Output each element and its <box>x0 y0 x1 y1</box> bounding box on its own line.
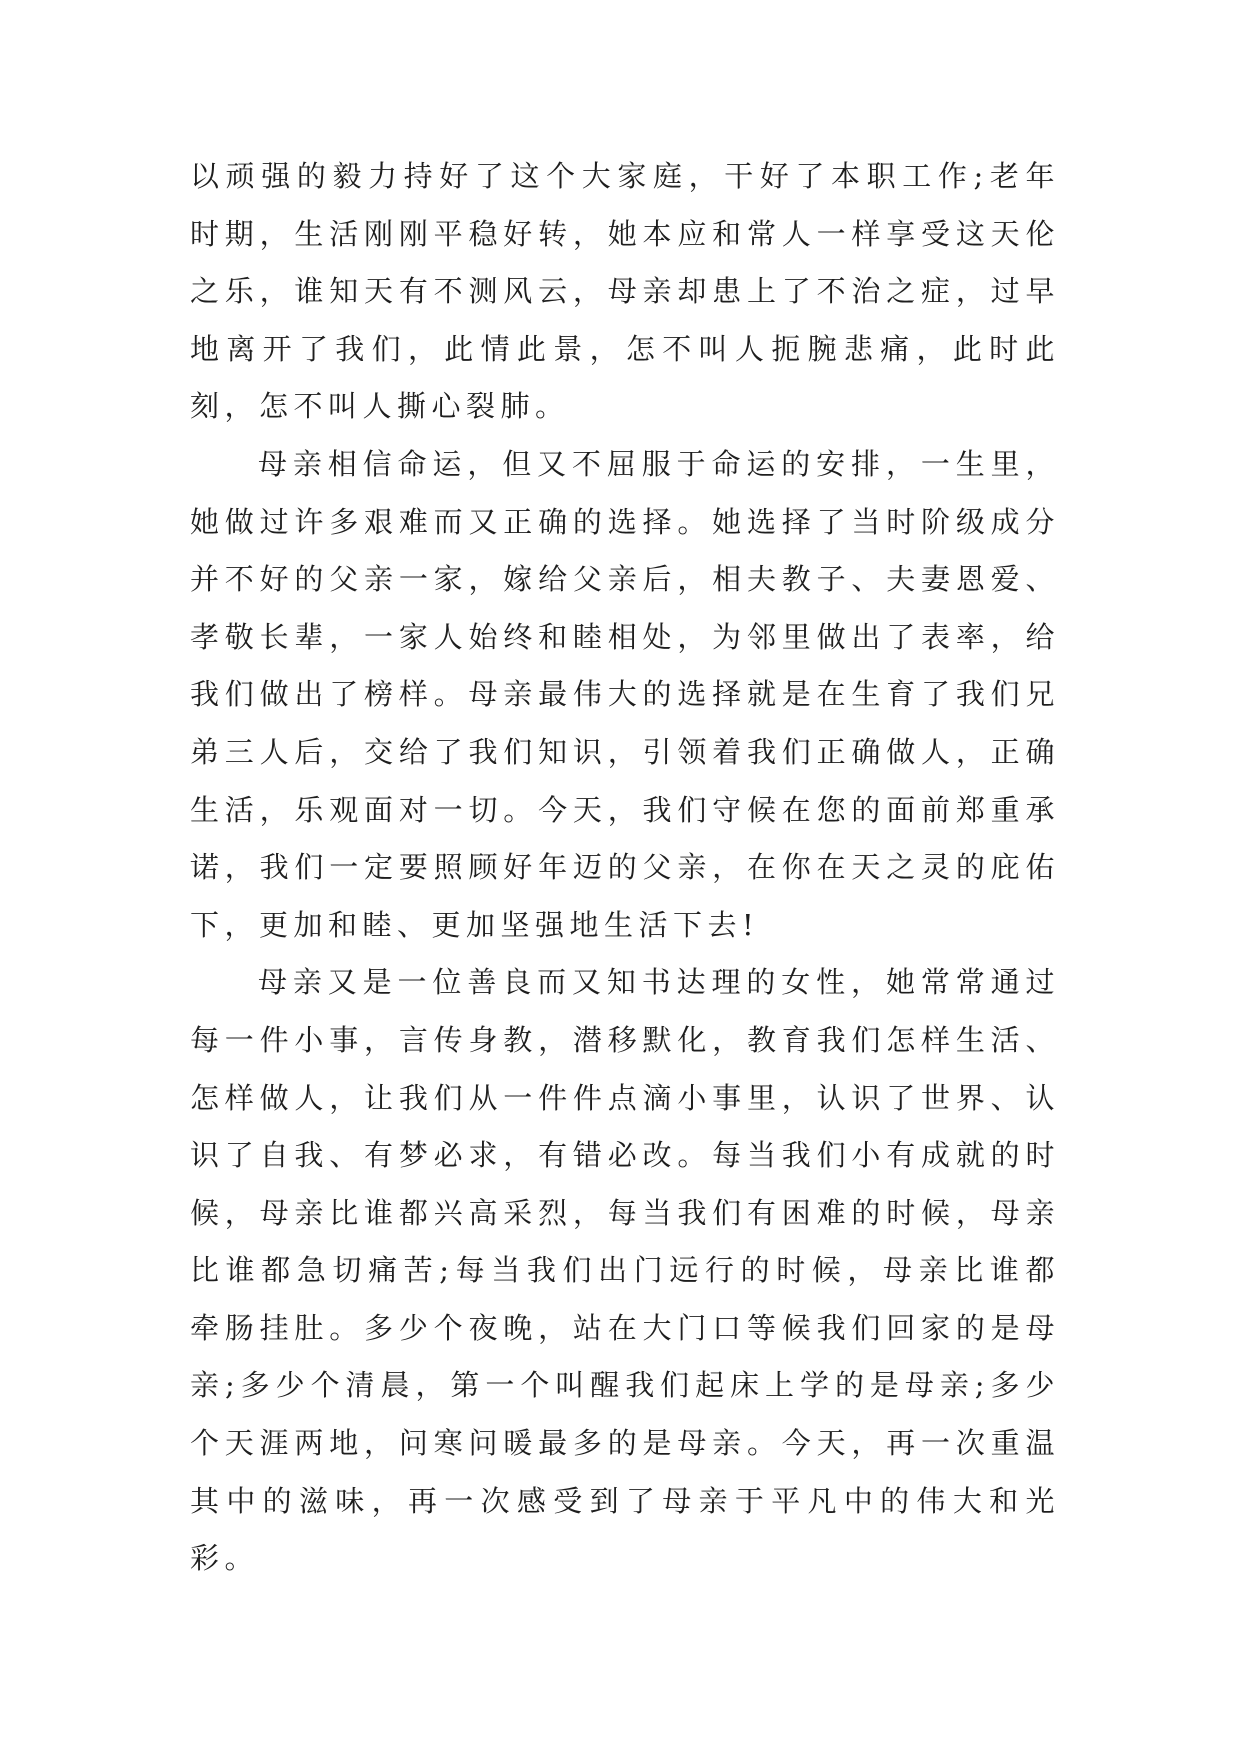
paragraph-3: 母亲又是一位善良而又知书达理的女性，她常常通过每一件小事，言传身教，潜移默化，教育我们怎样生活、怎样做人，让我们从一件件点滴小事里，认识了世界、认识了自我、有梦必求，有错必改。每当我们小有成就的时候，母亲比谁都兴高采烈，每当我们有困难的时候，母亲比谁都急切痛苦;每当我们出门远行的时候，母亲比谁都牵肠挂肚。多少个夜晚，站在大门口等候我们回家的是母亲;多少个清晨，第一个叫醒我们起床上学的是母亲;多少个天涯两地，问寒问暖最多的是母亲。今天，再一次重温其中的滋味，再一次感受到了母亲于平凡中的伟大和光彩。 <box>190 965 1060 1576</box>
paragraph-1: 以顽强的毅力持好了这个大家庭，干好了本职工作;老年时期，生活刚刚平稳好转，她本应和常人一样享受这天伦之乐，谁知天有不测风云，母亲却患上了不治之症，过早地离开了我们，此情此景，怎不叫人扼腕悲痛，此时此刻，怎不叫人撕心裂肺。 <box>190 159 1060 424</box>
paragraph-2: 母亲相信命运，但又不屈服于命运的安排，一生里，她做过许多艰难而又正确的选择。她选择了当时阶级成分并不好的父亲一家，嫁给父亲后，相夫教子、夫妻恩爱、孝敬长辈，一家人始终和睦相处，为邻里做出了表率，给我们做出了榜样。母亲最伟大的选择就是在生育了我们兄弟三人后，交给了我们知识，引领着我们正确做人，正确生活，乐观面对一切。今天，我们守候在您的面前郑重承诺，我们一定要照顾好年迈的父亲，在你在天之灵的庇佑下，更加和睦、更加坚强地生活下去! <box>190 446 1060 942</box>
document-body <box>190 148 1060 1588</box>
